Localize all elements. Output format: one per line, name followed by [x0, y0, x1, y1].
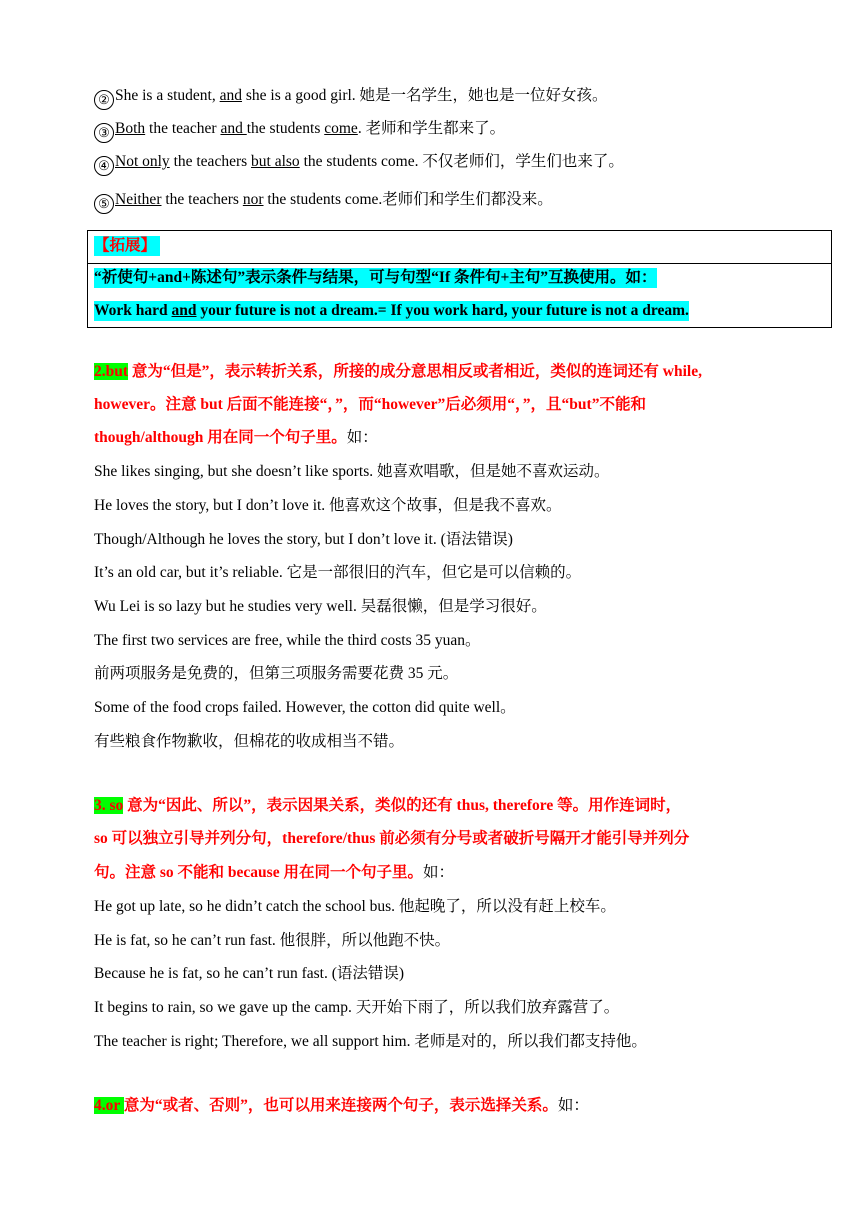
expansion-box [87, 230, 832, 328]
expansion-body [88, 263, 831, 329]
sec3-heading-line2: so 可以独立引导并列分句，therefore/thus 前必须有分号或者破折号隔开才能引导并列分 [94, 830, 690, 847]
sec2-example: 前两项服务是免费的，但第三项服务需要花费 35 元。 [94, 665, 459, 682]
sec2-label: 2.but [94, 363, 129, 380]
expansion-example: Work hard and your future is not a dream.= If you work hard, your future is not a dream. [94, 302, 689, 319]
circled-number: ② [94, 90, 114, 110]
sec3-example: It begins to rain, so we gave up the camp. 天开始下雨了，所以我们放弃露营了。 [94, 999, 620, 1016]
sec3-example: Because he is fat, so he can’t run fast. (语法错误) [94, 965, 405, 982]
list-item-5: ⑤ Neither the teachers nor the students come.老师们和学生们都没来。 [94, 190, 553, 214]
sec4-heading: 4.or 意为“或者、否则”，也可以用来连接两个句子，表示选择关系。如： [94, 1097, 589, 1114]
sec2-example: The first two services are free, while the third costs 35 yuan。 [94, 632, 481, 649]
sec2-example: 有些粮食作物歉收，但棉花的收成相当不错。 [94, 733, 405, 750]
sec3-example: He got up late, so he didn’t catch the school bus. 他起晚了，所以没有赶上校车。 [94, 898, 616, 915]
list-item-3: ③ Both the teacher and the students come. 老师和学生都来了。 [94, 119, 505, 143]
sec3-example: He is fat, so he can’t run fast. 他很胖，所以他跑不快。 [94, 932, 451, 949]
sec2-example: Though/Although he loves the story, but I don’t love it. (语法错误) [94, 531, 513, 548]
sec3-heading-line1: 3. so 意为“因此、所以”，表示因果关系，类似的还有 thus, therefore 等。用作连词时， [94, 797, 682, 814]
circled-number: ⑤ [94, 194, 114, 214]
sec2-heading-line1: 2.but 意为“但是”，表示转折关系，所接的成分意思相反或者相近，类似的连词还有 while, [94, 363, 702, 380]
sec2-example: Wu Lei is so lazy but he studies very well. 吴磊很懒，但是学习很好。 [94, 598, 547, 615]
list-item-4: ④ Not only the teachers but also the students come. 不仅老师们，学生们也来了。 [94, 152, 624, 176]
sec2-example: He loves the story, but I don’t love it. 他喜欢这个故事，但是我不喜欢。 [94, 497, 562, 514]
sec3-heading-line3: 句。注意 so 不能和 because 用在同一个句子里。如： [94, 864, 454, 881]
circled-number: ③ [94, 123, 114, 143]
list-item-2: ② She is a student, and she is a good girl. 她是一名学生，她也是一位好女孩。 [94, 86, 608, 110]
expansion-rule: “祈使句+and+陈述句”表示条件与结果，可与句型“If 条件句+主句”互换使用。如： [94, 269, 657, 286]
sec2-example: It’s an old car, but it’s reliable. 它是一部很旧的汽车，但它是可以信赖的。 [94, 564, 582, 581]
sec2-heading-line2: however。注意 but 后面不能连接“，”，而“however”后必须用“，”，且“but”不能和 [94, 396, 646, 413]
expansion-title: 【拓展】 [94, 236, 160, 256]
sec2-heading-line3: though/although 用在同一个句子里。如： [94, 429, 378, 446]
sec3-label: 3. so [94, 797, 124, 814]
sec3-example: The teacher is right; Therefore, we all support him. 老师是对的，所以我们都支持他。 [94, 1033, 647, 1050]
circled-number: ④ [94, 156, 114, 176]
sec4-label: 4.or [94, 1097, 124, 1114]
expansion-header [88, 231, 831, 264]
sec2-example: Some of the food crops failed. However, the cotton did quite well。 [94, 699, 516, 716]
sec2-example: She likes singing, but she doesn’t like sports. 她喜欢唱歌，但是她不喜欢运动。 [94, 463, 610, 480]
conjunction: and [219, 87, 243, 104]
